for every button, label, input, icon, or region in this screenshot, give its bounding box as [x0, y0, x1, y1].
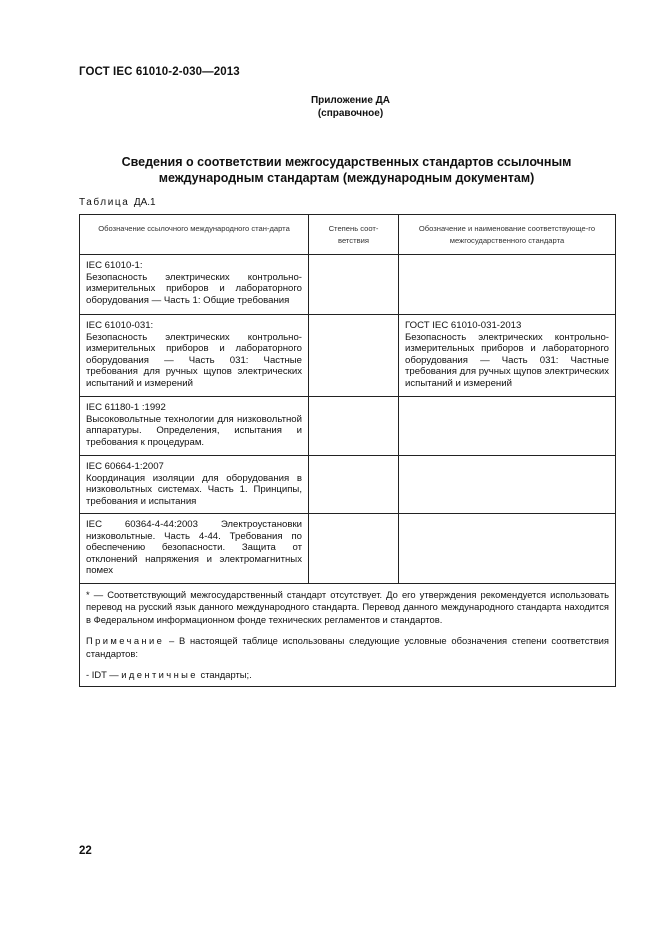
table-note [86, 635, 609, 660]
header-degree: Степень соот-ветствия [309, 215, 399, 255]
gost-standard-cell [399, 456, 616, 514]
gost-standard-cell [399, 315, 616, 397]
intl-code: IEC 61180-1 :1992 [86, 402, 166, 413]
intl-standard-cell [80, 456, 309, 514]
note-text: – В настоящей таблице использованы следующие условные обозначения степени соответствия стандартов: [86, 635, 609, 659]
degree-cell [309, 514, 399, 584]
table-row [80, 315, 616, 397]
table-row [80, 397, 616, 456]
intl-standard-cell [80, 315, 309, 397]
idt-prefix: - IDT — [86, 669, 122, 681]
idt-word: идентичные [121, 669, 198, 681]
gost-standard-cell [399, 397, 616, 456]
intl-code: IEC 60664-1:2007 [86, 461, 164, 472]
intl-description: Безопасность электрических контрольно-измерительных приборов и лабораторного оборудования — Часть 031: Частные требования для ручных щупов электрических испытаний и измерений [86, 331, 302, 389]
table-notes [80, 584, 616, 687]
intl-description: Координация изоляции для оборудования в низковольтных системах. Часть 1. Принципы, требования и испытания [86, 472, 302, 507]
note-label: Примечание [86, 635, 165, 647]
gost-description: Безопасность электрических контрольно-измерительных приборов и лабораторного оборудования — Часть 031: Частные требования для ручных щупов электрических испытаний и измерений [405, 331, 609, 389]
intl-standard-cell [80, 514, 309, 584]
intl-code: IEC 60364-4-44:2003 Электроустановки низковольтные. Часть 4-44. Требования по обеспечению безопасности. Защита от отклонений напряжения и электромагнитных помех [86, 519, 302, 577]
document-code: ГОСТ IEC 61010-2-030—2013 [79, 66, 240, 78]
table-footnote: * — Соответствующий межгосударственный стандарт отсутствует. До его утверждения рекомендуется использовать перевод на русский язык данного международного стандарта. Перевод данного международного стандарта находится в Федеральном информационном фонде технических регламентов и стандартов. [86, 589, 609, 625]
idt-legend [86, 669, 609, 681]
intl-code: IEC 61010-1: [86, 260, 143, 271]
degree-cell [309, 255, 399, 315]
table-caption-word: Таблица [79, 197, 130, 208]
degree-cell [309, 397, 399, 456]
correspondence-table [79, 214, 616, 687]
degree-cell [309, 456, 399, 514]
intl-standard-cell [80, 255, 309, 315]
page-title [79, 154, 614, 186]
intl-standard-cell [80, 397, 309, 456]
table-row [80, 514, 616, 584]
page-number: 22 [79, 845, 92, 857]
gost-standard-cell [399, 255, 616, 315]
header-gost-standard: Обозначение и наименование соответствующе-го межгосударственного стандарта [399, 215, 616, 255]
page-title-line-2: международным стандартам (международным документам) [158, 171, 535, 185]
table-notes-row [80, 584, 616, 687]
gost-code: ГОСТ IEC 61010-031-2013 [405, 320, 522, 331]
header-intl-standard: Обозначение ссылочного международного стан-дарта [80, 215, 309, 255]
intl-description: Высоковольтные технологии для низковольтной аппаратуры. Определения, испытания и требования к процедурам. [86, 413, 302, 448]
appendix-subtitle: (справочное) [317, 108, 384, 119]
table-row [80, 255, 616, 315]
idt-suffix: стандарты;. [197, 669, 252, 681]
table-caption [79, 197, 156, 208]
gost-standard-cell [399, 514, 616, 584]
page-title-line-1: Сведения о соответствии межгосударственных стандартов ссылочным [121, 155, 572, 169]
intl-code: IEC 61010-031: [86, 320, 154, 331]
intl-description: Безопасность электрических контрольно-измерительных приборов и лабораторного оборудования — Часть 1: Общие требования [86, 271, 302, 306]
table-row [80, 456, 616, 514]
appendix-title: Приложение ДА [310, 95, 391, 106]
degree-cell [309, 315, 399, 397]
table-caption-number: ДА.1 [133, 197, 156, 208]
table-header-row [80, 215, 616, 255]
appendix-heading [0, 94, 661, 120]
